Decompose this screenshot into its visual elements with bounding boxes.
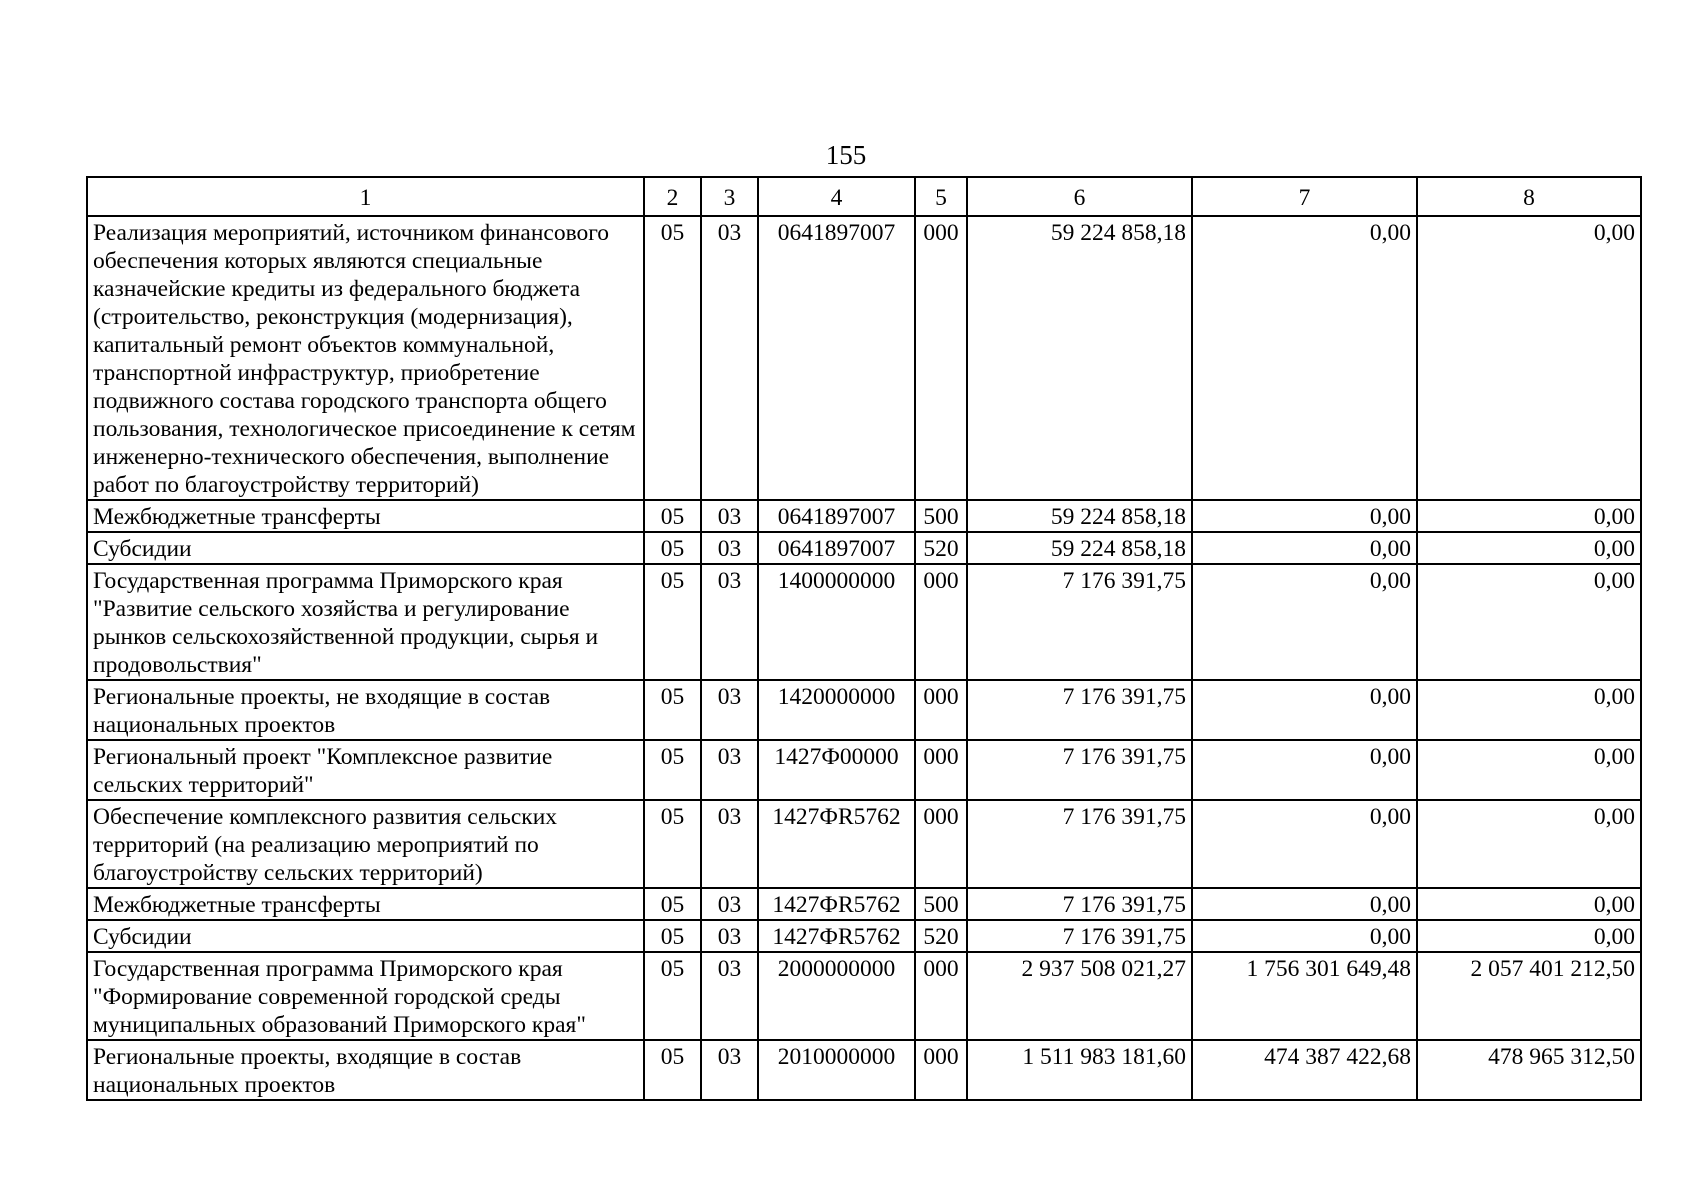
amount-col6-cell: 7 176 391,75 [967,800,1192,888]
amount-col8-cell: 0,00 [1417,800,1641,888]
page-number: 155 [825,140,867,170]
target-article-cell: 1427Ф00000 [758,740,915,800]
amount-col8-cell: 478 965 312,50 [1417,1040,1641,1100]
amount-col8-cell: 0,00 [1417,680,1641,740]
table-row [87,920,1641,952]
table-row [87,888,1641,920]
expense-type-cell: 000 [915,216,967,500]
target-article-cell: 1420000000 [758,680,915,740]
amount-col8-cell: 0,00 [1417,500,1641,532]
row-name-cell: Региональный проект "Комплексное развитие сельских территорий" [87,740,644,800]
table-row [87,800,1641,888]
subsection-code-cell: 03 [701,216,758,500]
target-article-cell: 0641897007 [758,216,915,500]
row-name-cell: Региональные проекты, не входящие в состав национальных проектов [87,680,644,740]
amount-col7-cell: 1 756 301 649,48 [1192,952,1417,1040]
expense-type-cell: 000 [915,564,967,680]
expense-type-cell: 000 [915,740,967,800]
amount-col7-cell: 0,00 [1192,680,1417,740]
subsection-code-cell: 03 [701,564,758,680]
table-row [87,500,1641,532]
row-name-cell: Обеспечение комплексного развития сельских территорий (на реализацию мероприятий по благоустройству сельских территорий) [87,800,644,888]
subsection-code-cell: 03 [701,680,758,740]
row-name-cell: Государственная программа Приморского края "Развитие сельского хозяйства и регулирование рынков сельскохозяйственной продукции, сырья и продовольствия" [87,564,644,680]
column-header: 6 [967,177,1192,216]
expense-type-cell: 520 [915,532,967,564]
row-name-cell: Государственная программа Приморского края "Формирование современной городской среды муниципальных образований Приморского края" [87,952,644,1040]
section-code-cell: 05 [644,216,701,500]
amount-col8-cell: 0,00 [1417,888,1641,920]
amount-col7-cell: 0,00 [1192,800,1417,888]
amount-col8-cell: 2 057 401 212,50 [1417,952,1641,1040]
amount-col7-cell: 0,00 [1192,888,1417,920]
row-name-cell: Субсидии [87,532,644,564]
header-row [87,177,1641,216]
amount-col6-cell: 7 176 391,75 [967,680,1192,740]
subsection-code-cell: 03 [701,888,758,920]
subsection-code-cell: 03 [701,800,758,888]
expense-type-cell: 000 [915,680,967,740]
amount-col8-cell: 0,00 [1417,564,1641,680]
section-code-cell: 05 [644,680,701,740]
expense-type-cell: 500 [915,500,967,532]
section-code-cell: 05 [644,920,701,952]
target-article-cell: 1400000000 [758,564,915,680]
subsection-code-cell: 03 [701,532,758,564]
expense-type-cell: 520 [915,920,967,952]
expense-type-cell: 000 [915,952,967,1040]
amount-col6-cell: 7 176 391,75 [967,564,1192,680]
subsection-code-cell: 03 [701,740,758,800]
row-name-cell: Реализация мероприятий, источником финансового обеспечения которых являются специальные казначейские кредиты из федерального бюджета (строительство, реконструкция (модернизация), капитальный ремонт объектов коммунальной, транспортной инфраструктур, приобретение подвижного состава городского транспорта общего пользования, технологическое присоединение к сетям инженерно-технического обеспечения, выполнение работ по благоустройству территорий) [87,216,644,500]
amount-col6-cell: 59 224 858,18 [967,500,1192,532]
table-row [87,680,1641,740]
amount-col7-cell: 0,00 [1192,740,1417,800]
subsection-code-cell: 03 [701,920,758,952]
row-name-cell: Субсидии [87,920,644,952]
target-article-cell: 0641897007 [758,532,915,564]
amount-col8-cell: 0,00 [1417,740,1641,800]
section-code-cell: 05 [644,952,701,1040]
column-header: 8 [1417,177,1641,216]
amount-col6-cell: 2 937 508 021,27 [967,952,1192,1040]
section-code-cell: 05 [644,888,701,920]
amount-col6-cell: 59 224 858,18 [967,532,1192,564]
amount-col6-cell: 59 224 858,18 [967,216,1192,500]
column-header: 1 [87,177,644,216]
column-header: 4 [758,177,915,216]
row-name-cell: Региональные проекты, входящие в состав национальных проектов [87,1040,644,1100]
subsection-code-cell: 03 [701,500,758,532]
table-row [87,1040,1641,1100]
amount-col7-cell: 0,00 [1192,500,1417,532]
column-header: 2 [644,177,701,216]
amount-col8-cell: 0,00 [1417,216,1641,500]
row-name-cell: Межбюджетные трансферты [87,500,644,532]
table-row [87,952,1641,1040]
column-header: 7 [1192,177,1417,216]
amount-col8-cell: 0,00 [1417,532,1641,564]
amount-col7-cell: 0,00 [1192,216,1417,500]
amount-col7-cell: 0,00 [1192,564,1417,680]
section-code-cell: 05 [644,740,701,800]
column-header: 3 [701,177,758,216]
subsection-code-cell: 03 [701,952,758,1040]
target-article-cell: 2000000000 [758,952,915,1040]
table-row [87,740,1641,800]
target-article-cell: 1427ФR5762 [758,800,915,888]
section-code-cell: 05 [644,532,701,564]
amount-col6-cell: 7 176 391,75 [967,740,1192,800]
section-code-cell: 05 [644,800,701,888]
table-row [87,564,1641,680]
target-article-cell: 2010000000 [758,1040,915,1100]
amount-col7-cell: 0,00 [1192,920,1417,952]
expense-type-cell: 000 [915,800,967,888]
table-body [87,216,1641,1100]
budget-table [86,176,1642,1101]
target-article-cell: 1427ФR5762 [758,888,915,920]
table-row [87,216,1641,500]
section-code-cell: 05 [644,564,701,680]
expense-type-cell: 500 [915,888,967,920]
expense-type-cell: 000 [915,1040,967,1100]
amount-col6-cell: 1 511 983 181,60 [967,1040,1192,1100]
amount-col6-cell: 7 176 391,75 [967,888,1192,920]
amount-col8-cell: 0,00 [1417,920,1641,952]
amount-col7-cell: 0,00 [1192,532,1417,564]
amount-col7-cell: 474 387 422,68 [1192,1040,1417,1100]
table-row [87,532,1641,564]
subsection-code-cell: 03 [701,1040,758,1100]
target-article-cell: 0641897007 [758,500,915,532]
amount-col6-cell: 7 176 391,75 [967,920,1192,952]
section-code-cell: 05 [644,1040,701,1100]
column-header: 5 [915,177,967,216]
row-name-cell: Межбюджетные трансферты [87,888,644,920]
target-article-cell: 1427ФR5762 [758,920,915,952]
section-code-cell: 05 [644,500,701,532]
